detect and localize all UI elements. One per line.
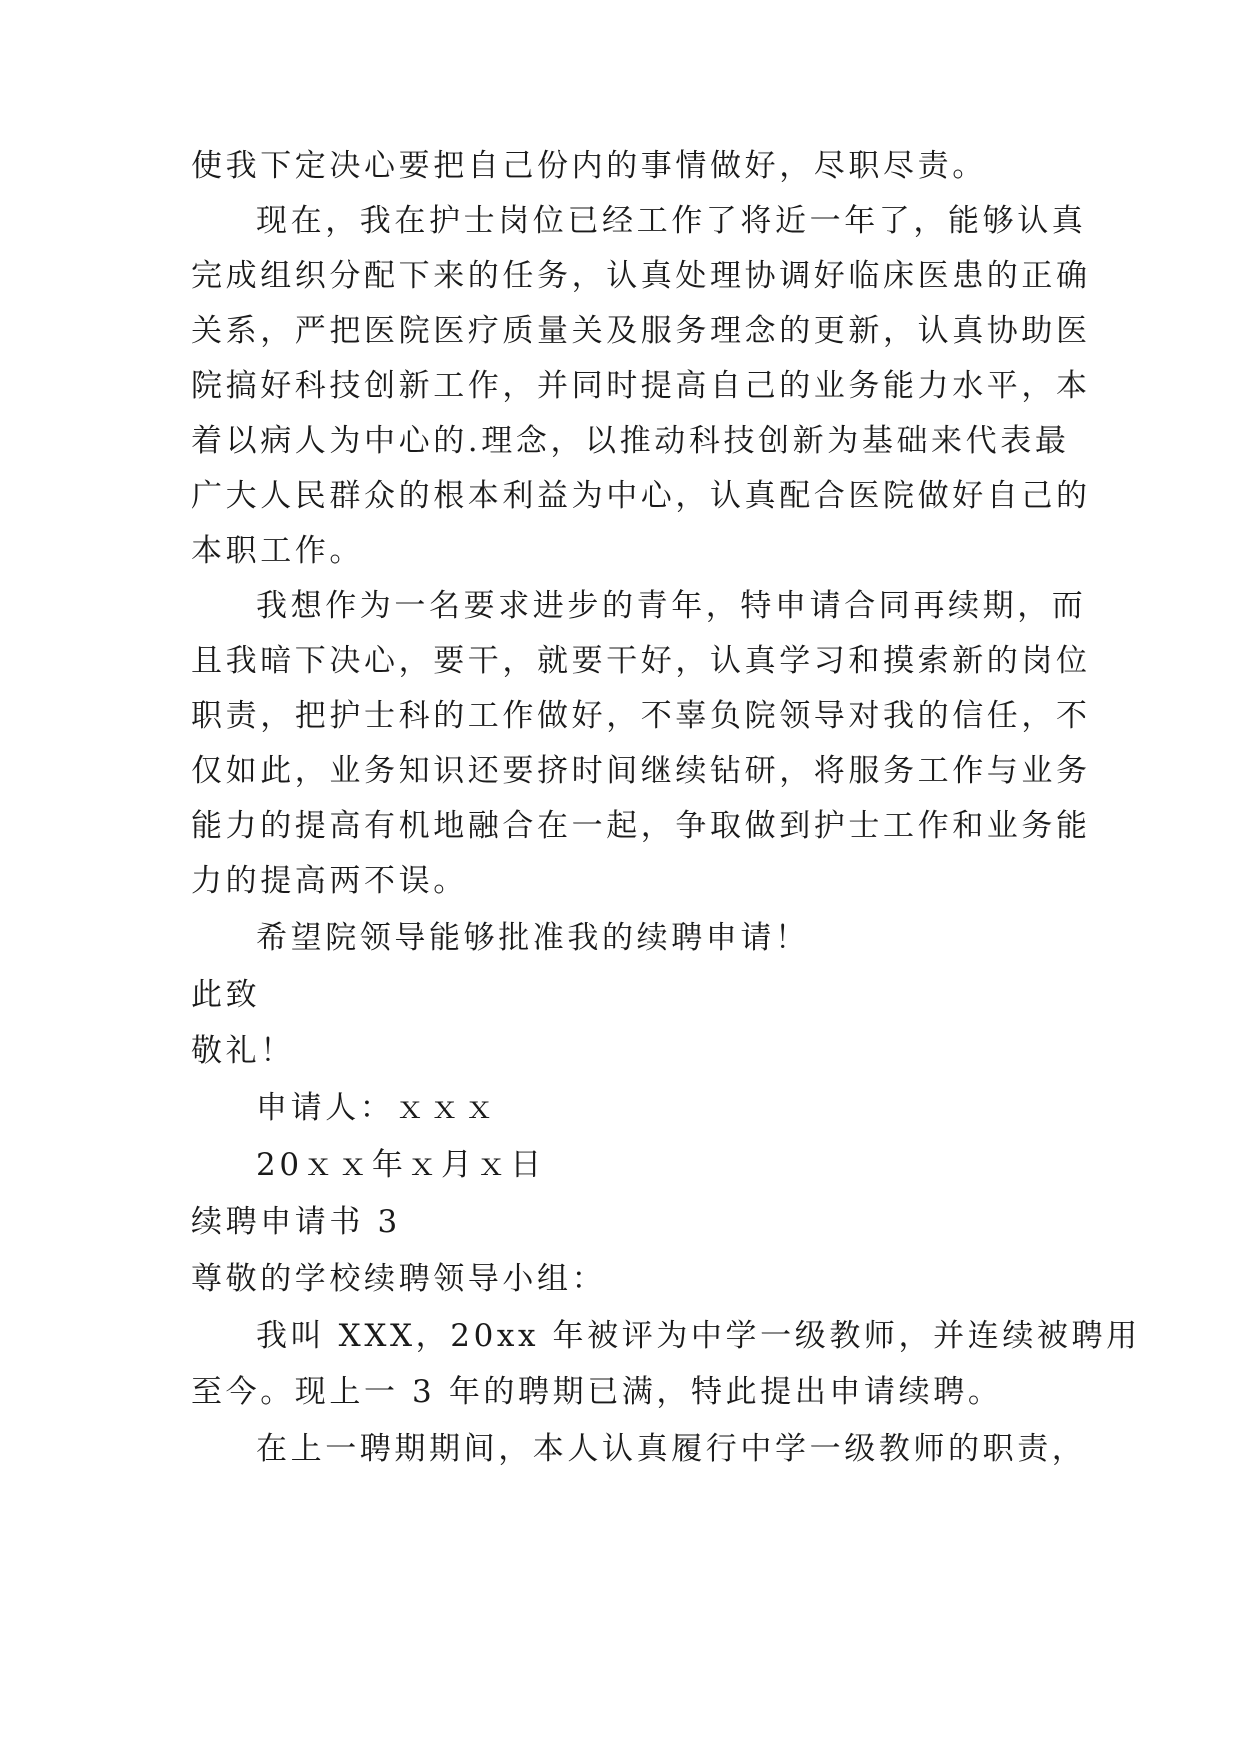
letter-greeting: 尊敬的学校续聘领导小组： xyxy=(191,1261,607,1297)
paragraph-line: 仅如此，业务知识还要挤时间继续钻研，将服务工作与业务 xyxy=(191,753,1091,789)
section-title: 续聘申请书 3 xyxy=(191,1204,401,1240)
paragraph-line: 院搞好科技创新工作，并同时提高自己的业务能力水平，本 xyxy=(191,368,1091,404)
salutation-line: 敬礼！ xyxy=(191,1033,295,1069)
paragraph-line: 着以病人为中心的.理念，以推动科技创新为基础来代表最 xyxy=(191,423,1070,459)
paragraph-line: 本职工作。 xyxy=(191,533,364,569)
paragraph-line: 使我下定决心要把自己份内的事情做好，尽职尽责。 xyxy=(191,148,987,184)
paragraph-line: 完成组织分配下来的任务，认真处理协调好临床医患的正确 xyxy=(191,258,1091,294)
paragraph-line: 且我暗下决心，要干，就要干好，认真学习和摸索新的岗位 xyxy=(191,643,1091,679)
paragraph-line: 能力的提高有机地融合在一起，争取做到护士工作和业务能 xyxy=(191,808,1091,844)
paragraph-line: 现在，我在护士岗位已经工作了将近一年了，能够认真 xyxy=(256,203,1087,239)
paragraph-line: 关系，严把医院医疗质量关及服务理念的更新，认真协助医 xyxy=(191,313,1091,349)
paragraph-line: 力的提高两不误。 xyxy=(191,863,468,899)
paragraph-line: 我想作为一名要求进步的青年，特申请合同再续期，而 xyxy=(256,588,1087,624)
paragraph-line: 广大人民群众的根本利益为中心，认真配合医院做好自己的 xyxy=(191,478,1091,514)
closing-line: 此致 xyxy=(191,977,261,1013)
paragraph-line: 我叫 XXX，20xx 年被评为中学一级教师，并连续被聘用 xyxy=(256,1318,1141,1354)
applicant-signature: 申请人：ｘｘｘ xyxy=(256,1090,499,1126)
paragraph-line: 希望院领导能够批准我的续聘申请！ xyxy=(256,920,810,956)
paragraph-line: 在上一聘期期间，本人认真履行中学一级教师的职责， xyxy=(256,1431,1087,1467)
paragraph-line: 至今。现上一 3 年的聘期已满，特此提出申请续聘。 xyxy=(191,1374,1003,1410)
paragraph-line: 职责，把护士科的工作做好，不辜负院领导对我的信任，不 xyxy=(191,698,1091,734)
application-date: 20ｘｘ年ｘ月ｘ日 xyxy=(256,1147,545,1183)
